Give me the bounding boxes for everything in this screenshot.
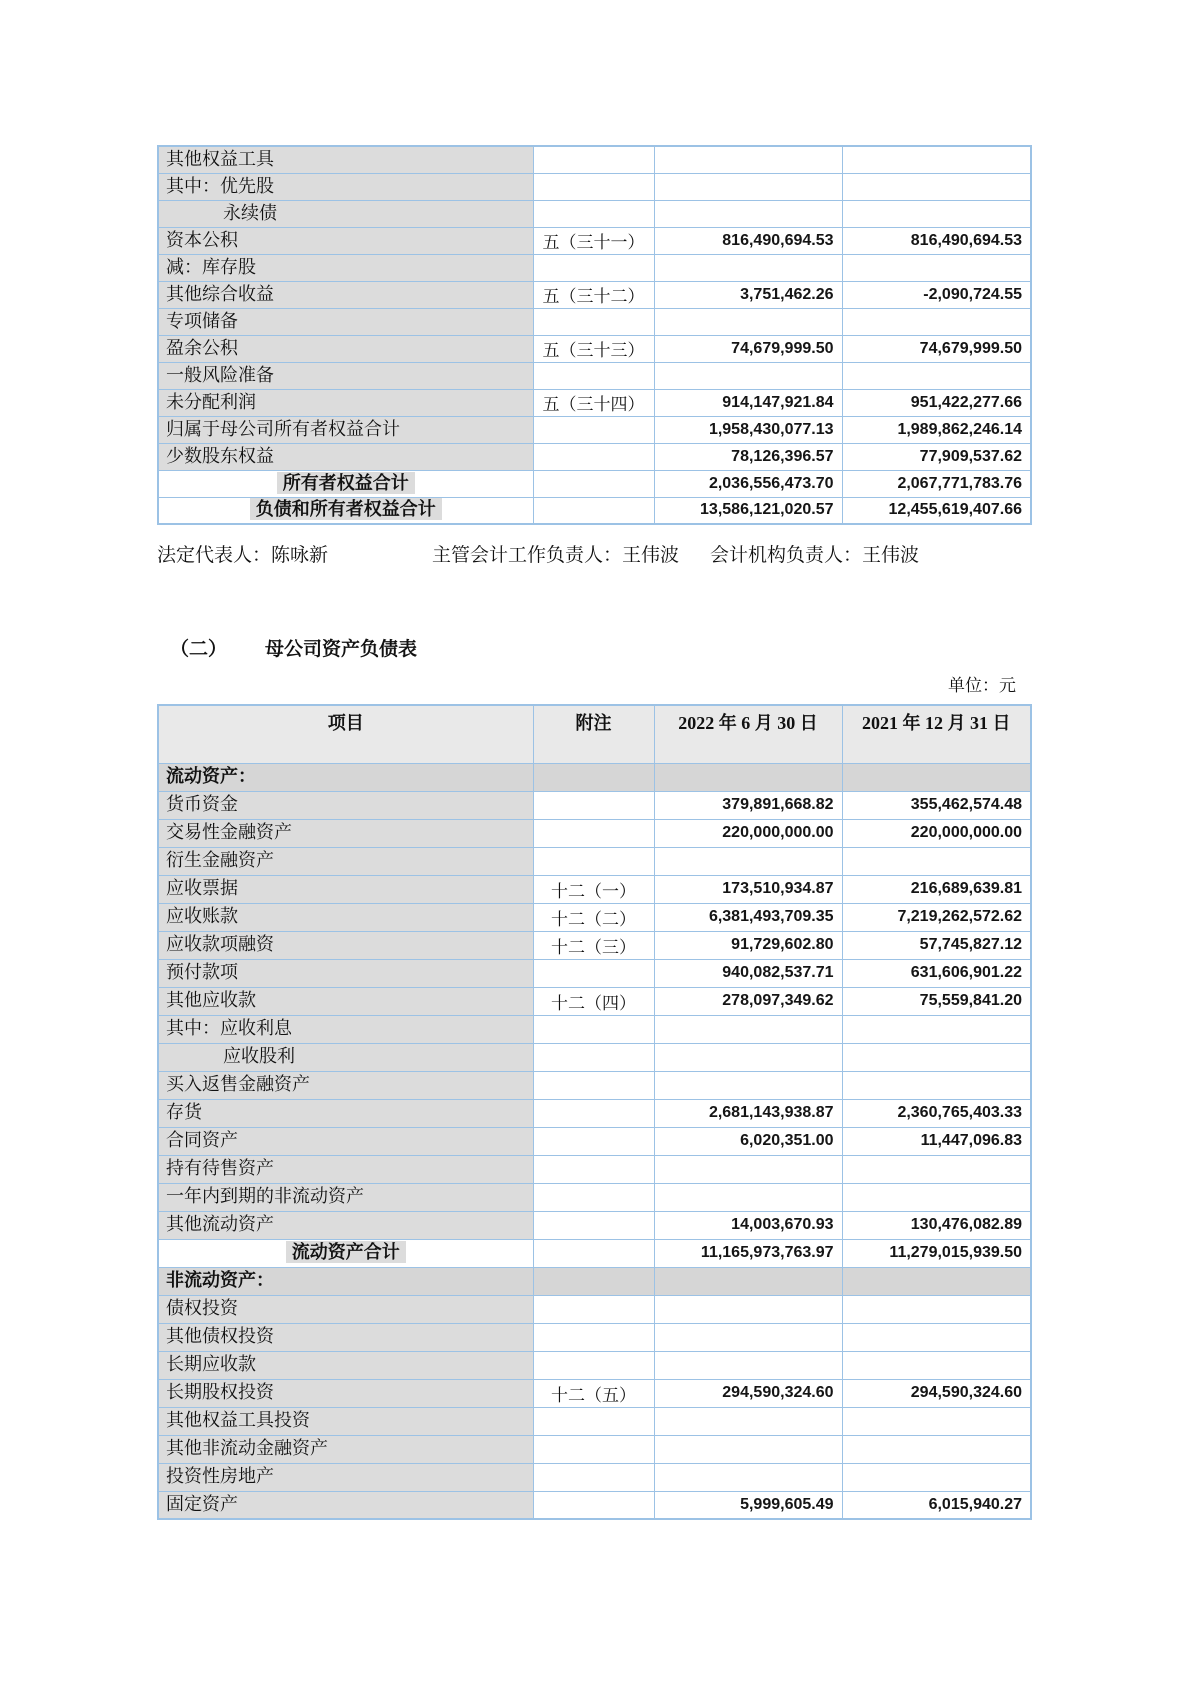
row-note [533,146,654,173]
row-note [533,1155,654,1183]
row-note [533,1099,654,1127]
row-label-text: 应收款项融资 [166,934,274,955]
value-2021: 57,745,827.12 [842,931,1031,959]
table-row [158,1351,1031,1379]
value-2021: 11,447,096.83 [842,1127,1031,1155]
row-note: 十二（五） [533,1379,654,1407]
value-2021: 220,000,000.00 [842,819,1031,847]
value-2021 [842,1463,1031,1491]
table-row [158,1127,1031,1155]
table-row [158,1043,1031,1071]
row-label-text: 负债和所有者权益合计 [250,498,442,520]
row-label-text: 交易性金融资产 [166,822,292,843]
value-2022: 74,679,999.50 [654,335,842,362]
value-2022 [654,1183,842,1211]
table-row [158,763,1031,791]
signature-line [157,540,1030,566]
row-note: 五（三十三） [533,335,654,362]
row-label-text: 盈余公积 [166,337,238,358]
value-2022 [654,1295,842,1323]
row-label [158,819,533,847]
table-row [158,1155,1031,1183]
row-note: 十二（三） [533,931,654,959]
row-label-text: 其中：优先股 [166,175,274,196]
value-2021 [842,1323,1031,1351]
row-note [533,1015,654,1043]
row-label [158,1491,533,1519]
table-row [158,819,1031,847]
accounting-department-head: 会计机构负责人：王伟波 [710,545,920,566]
row-label [158,1295,533,1323]
value-2021: 75,559,841.20 [842,987,1031,1015]
row-label [158,987,533,1015]
value-2021: 130,476,082.89 [842,1211,1031,1239]
table-row [158,931,1031,959]
row-note [533,1491,654,1519]
value-2021: 11,279,015,939.50 [842,1239,1031,1267]
row-label-text: 所有者权益合计 [277,472,415,494]
value-2022 [654,1043,842,1071]
value-2021 [842,200,1031,227]
row-label [158,335,533,362]
value-2021 [842,1435,1031,1463]
row-label [158,931,533,959]
row-label-text: 其他权益工具投资 [166,1410,310,1431]
row-note [533,1211,654,1239]
row-note [533,763,654,791]
row-note [533,1435,654,1463]
row-label [158,146,533,173]
value-2021: 216,689,639.81 [842,875,1031,903]
parent-balance-sheet-table [157,704,1032,1520]
value-2022 [654,200,842,227]
row-label [158,470,533,497]
value-2021 [842,1351,1031,1379]
value-2022: 13,586,121,020.57 [654,497,842,524]
header-note: 附注 [533,705,654,763]
value-2022 [654,308,842,335]
row-note: 十二（四） [533,987,654,1015]
row-label [158,1127,533,1155]
table-row [158,1435,1031,1463]
table-row [158,987,1031,1015]
row-label [158,173,533,200]
row-label [158,903,533,931]
row-note [533,443,654,470]
row-label [158,763,533,791]
row-label-text: 一般风险准备 [166,364,274,385]
row-note [533,497,654,524]
equity-table-wrapper [157,145,1032,525]
row-label-text: 买入返售金融资产 [166,1074,310,1095]
row-label-text: 长期股权投资 [166,1382,274,1403]
value-2022: 6,020,351.00 [654,1127,842,1155]
table-row [158,1239,1031,1267]
value-2022: 914,147,921.84 [654,389,842,416]
row-label [158,362,533,389]
row-label-text: 预付款项 [166,962,238,983]
row-label-text: 债权投资 [166,1298,238,1319]
table-row [158,1407,1031,1435]
value-2022: 2,036,556,473.70 [654,470,842,497]
value-2022: 816,490,694.53 [654,227,842,254]
value-2022: 1,958,430,077.13 [654,416,842,443]
value-2021: 77,909,537.62 [842,443,1031,470]
value-2022: 294,590,324.60 [654,1379,842,1407]
value-2022 [654,1407,842,1435]
value-2022 [654,1351,842,1379]
value-2022 [654,1463,842,1491]
row-label-text: 其他非流动金融资产 [166,1438,328,1459]
row-label [158,875,533,903]
table-row [158,362,1031,389]
row-label [158,1435,533,1463]
row-label-text: 应收账款 [166,906,238,927]
value-2022 [654,1323,842,1351]
table-row [158,791,1031,819]
row-note [533,959,654,987]
row-label [158,1099,533,1127]
row-label-text: 其他综合收益 [166,283,274,304]
row-label-text: 合同资产 [166,1130,238,1151]
value-2022: 220,000,000.00 [654,819,842,847]
table-row [158,1295,1031,1323]
value-2021 [842,1071,1031,1099]
value-2021: 816,490,694.53 [842,227,1031,254]
table-row [158,1379,1031,1407]
row-note [533,1463,654,1491]
row-label [158,791,533,819]
row-label [158,1015,533,1043]
row-note [533,1351,654,1379]
value-2022: 91,729,602.80 [654,931,842,959]
row-note [533,847,654,875]
row-label-text: 归属于母公司所有者权益合计 [166,418,400,439]
value-2022 [654,362,842,389]
equity-table [157,145,1032,525]
table-row [158,146,1031,173]
row-label-text: 应收股利 [223,1046,295,1067]
row-label-text: 未分配利润 [166,391,256,412]
row-label [158,1267,533,1295]
row-label-text: 专项储备 [166,310,238,331]
value-2022: 173,510,934.87 [654,875,842,903]
table-row [158,1267,1031,1295]
value-2022 [654,173,842,200]
legal-representative: 法定代表人：陈咏新 [157,545,329,566]
value-2022: 379,891,668.82 [654,791,842,819]
table-row [158,173,1031,200]
row-note [533,254,654,281]
table-row [158,1099,1031,1127]
row-label [158,1463,533,1491]
row-label [158,959,533,987]
row-label [158,200,533,227]
value-2021: -2,090,724.55 [842,281,1031,308]
row-note [533,1239,654,1267]
row-note [533,200,654,227]
row-label [158,389,533,416]
row-note [533,1295,654,1323]
row-label-text: 其他应收款 [166,990,256,1011]
table-row [158,1463,1031,1491]
row-label [158,1379,533,1407]
value-2021 [842,1267,1031,1295]
table-row [158,1211,1031,1239]
row-label-text: 货币资金 [166,794,238,815]
row-label-text: 投资性房地产 [166,1466,274,1487]
value-2022: 3,751,462.26 [654,281,842,308]
row-label [158,281,533,308]
value-2021 [842,763,1031,791]
value-2022: 14,003,670.93 [654,1211,842,1239]
value-2021: 2,067,771,783.76 [842,470,1031,497]
row-note [533,819,654,847]
value-2021: 294,590,324.60 [842,1379,1031,1407]
value-2021: 2,360,765,403.33 [842,1099,1031,1127]
row-label [158,1351,533,1379]
table-row [158,1183,1031,1211]
value-2022 [654,1155,842,1183]
row-note [533,791,654,819]
table-row [158,200,1031,227]
table-row [158,497,1031,524]
row-label [158,847,533,875]
value-2021: 6,015,940.27 [842,1491,1031,1519]
table-row [158,1015,1031,1043]
row-label-text: 减：库存股 [166,256,256,277]
row-label [158,254,533,281]
value-2022 [654,1435,842,1463]
value-2021: 951,422,277.66 [842,389,1031,416]
row-note [533,1043,654,1071]
row-label-text: 一年内到期的非流动资产 [166,1186,364,1207]
table-row [158,443,1031,470]
table-row [158,308,1031,335]
row-label [158,308,533,335]
table-row [158,1071,1031,1099]
row-label [158,1239,533,1267]
row-label-text: 存货 [166,1102,202,1123]
row-label-text: 其中：应收利息 [166,1018,292,1039]
row-label-text: 永续债 [223,202,277,223]
row-note: 五（三十二） [533,281,654,308]
table-row [158,1491,1031,1519]
table-row [158,335,1031,362]
row-note [533,470,654,497]
value-2022: 940,082,537.71 [654,959,842,987]
section-title: 母公司资产负债表 [265,639,418,660]
value-2021 [842,1407,1031,1435]
row-label [158,1155,533,1183]
value-2022: 6,381,493,709.35 [654,903,842,931]
value-2022 [654,1071,842,1099]
value-2022: 5,999,605.49 [654,1491,842,1519]
value-2021: 74,679,999.50 [842,335,1031,362]
header-item: 项目 [158,705,533,763]
value-2021 [842,1015,1031,1043]
table-row [158,389,1031,416]
table-row [158,416,1031,443]
row-note [533,1183,654,1211]
row-label [158,416,533,443]
value-2021 [842,847,1031,875]
row-note: 十二（二） [533,903,654,931]
row-label-text: 流动资产： [166,766,256,787]
table-row [158,875,1031,903]
section-heading [170,634,417,661]
value-2021 [842,254,1031,281]
value-2021 [842,1155,1031,1183]
row-label-text: 持有待售资产 [166,1158,274,1179]
row-label-text: 其他流动资产 [166,1214,274,1235]
value-2022 [654,146,842,173]
value-2021 [842,362,1031,389]
row-note [533,1267,654,1295]
row-label [158,443,533,470]
value-2021: 631,606,901.22 [842,959,1031,987]
table-row [158,227,1031,254]
row-note [533,173,654,200]
row-label-text: 应收票据 [166,878,238,899]
value-2022 [654,254,842,281]
row-note: 十二（一） [533,875,654,903]
row-label-text: 衍生金融资产 [166,850,274,871]
row-note [533,1407,654,1435]
value-2021 [842,146,1031,173]
table-row [158,959,1031,987]
chief-accounting-officer: 主管会计工作负责人：王伟波 [432,545,680,566]
row-label-text: 长期应收款 [166,1354,256,1375]
row-label-text: 非流动资产： [166,1270,274,1291]
row-label [158,1183,533,1211]
row-label [158,1071,533,1099]
value-2022 [654,1267,842,1295]
value-2021 [842,1295,1031,1323]
table-row [158,281,1031,308]
unit-note: 单位：元 [948,676,1016,695]
section-index: （二） [170,639,228,660]
row-label-text: 资本公积 [166,229,238,250]
table-row [158,1323,1031,1351]
value-2022: 11,165,973,763.97 [654,1239,842,1267]
value-2022 [654,763,842,791]
value-2021: 7,219,262,572.62 [842,903,1031,931]
row-label-text: 其他债权投资 [166,1326,274,1347]
value-2021: 355,462,574.48 [842,791,1031,819]
row-note [533,1323,654,1351]
row-note: 五（三十四） [533,389,654,416]
row-note [533,308,654,335]
value-2022 [654,847,842,875]
row-note [533,1127,654,1155]
value-2022: 278,097,349.62 [654,987,842,1015]
header-date-2022: 2022 年 6 月 30 日 [654,705,842,763]
table-row [158,470,1031,497]
value-2021: 1,989,862,246.14 [842,416,1031,443]
value-2021 [842,173,1031,200]
row-label-text: 流动资产合计 [286,1241,406,1263]
row-label-text: 固定资产 [166,1493,238,1514]
table-row [158,254,1031,281]
row-label [158,1211,533,1239]
value-2021 [842,1183,1031,1211]
value-2022 [654,1015,842,1043]
row-note [533,1071,654,1099]
row-label-text: 少数股东权益 [166,445,274,466]
table-row [158,847,1031,875]
row-label [158,1323,533,1351]
row-note: 五（三十一） [533,227,654,254]
row-label [158,1407,533,1435]
value-2022: 78,126,396.57 [654,443,842,470]
value-2021 [842,1043,1031,1071]
row-label [158,1043,533,1071]
header-date-2021: 2021 年 12 月 31 日 [842,705,1031,763]
value-2021 [842,308,1031,335]
parent-balance-sheet-wrapper [157,704,1032,1520]
row-label [158,227,533,254]
table-row [158,903,1031,931]
row-label-text: 其他权益工具 [166,148,274,169]
row-label [158,497,533,524]
value-2022: 2,681,143,938.87 [654,1099,842,1127]
row-note [533,362,654,389]
row-note [533,416,654,443]
header-row [158,705,1031,763]
value-2021: 12,455,619,407.66 [842,497,1031,524]
